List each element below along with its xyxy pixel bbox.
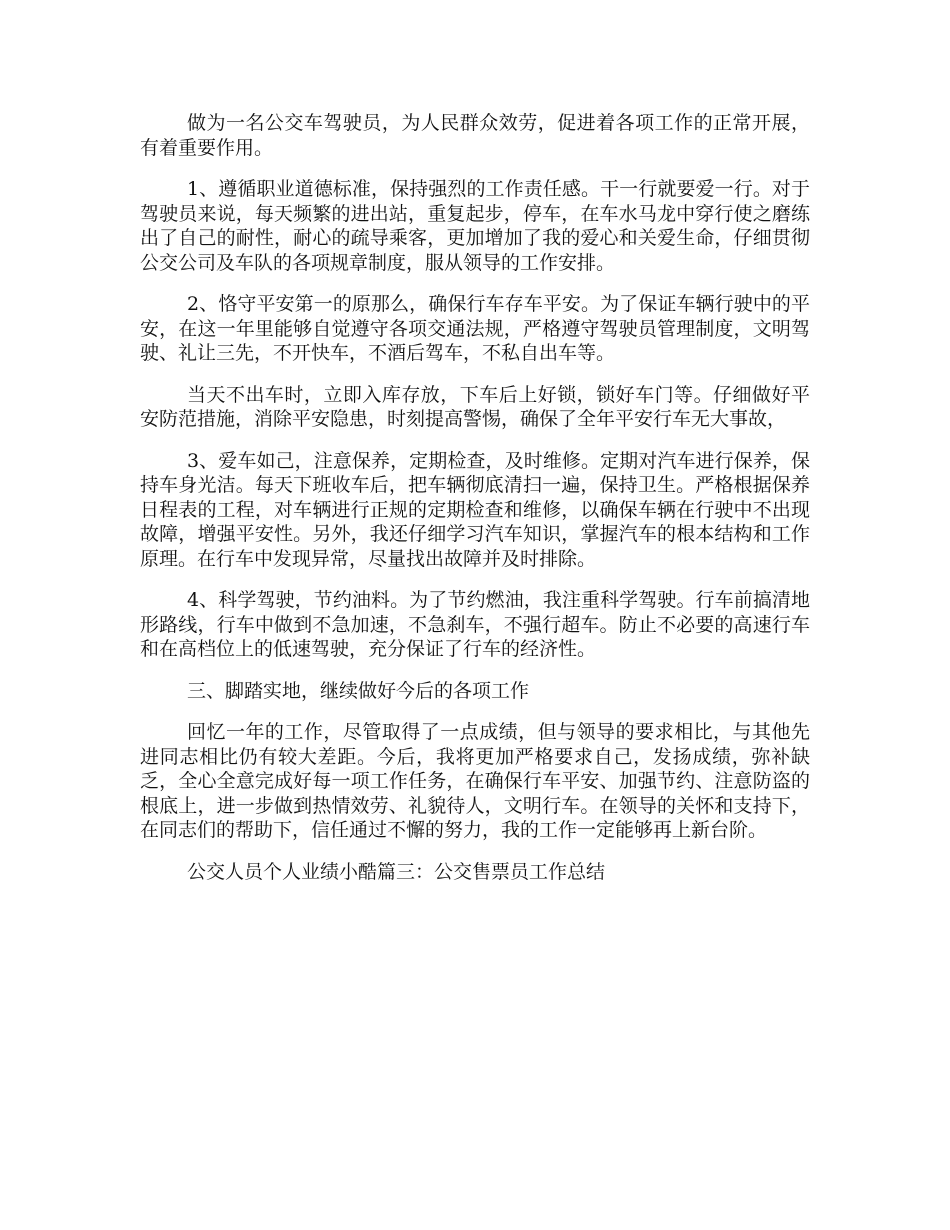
paragraph-review: 回忆一年的工作，尽管取得了一点成绩，但与领导的要求相比，与其他先进同志相比仍有较大差距。今后，我将更加严格要求自己，发扬成绩，弥补缺乏，全心全意完成好每一项工作任务，在确保行车平安、加强节约、注意防盗的根底上，进一步做到热情效劳、礼貌待人，文明行车。在领导的关怀和支持下，在同志们的帮助下，信任通过不懈的努力，我的工作一定能够再上新台阶。 xyxy=(140,721,810,841)
paragraph-point-1: 1、遵循职业道德标准，保持强烈的工作责任感。干一行就要爱一行。对于驾驶员来说，每天频繁的进出站，重复起步，停车，在车水马龙中穿行使之磨练出了自己的耐性，耐心的疏导乘客，更加增加了我的爱心和关爱生命，仔细贯彻公交公司及车队的各项规章制度，服从领导的工作安排。 xyxy=(140,178,810,274)
paragraph-point-4: 4、科学驾驶，节约油料。为了节约燃油，我注重科学驾驶。行车前搞清地形路线，行车中做到不急加速，不急刹车，不强行超车。防止不必要的高速行车和在高档位上的低速驾驶，充分保证了行车的经济性。 xyxy=(140,589,810,660)
paragraph-point-3: 3、爱车如己，注意保养，定期检查，及时维修。定期对汽车进行保养，保持车身光洁。每天下班收车后，把车辆彻底清扫一遍，保持卫生。严格根据保养日程表的工程，对车辆进行正规的定期检查和维修，以确保车辆在行驶中不出现故障，增强平安性。另外，我还仔细学习汽车知识，掌握汽车的根本结构和工作原理。在行车中发现异常，尽量找出故障并及时排除。 xyxy=(140,449,810,570)
paragraph-point-2: 2、恪守平安第一的原那么，确保行车存车平安。为了保证车辆行驶中的平安，在这一年里能够自觉遵守各项交通法规，严格遵守驾驶员管理制度，文明驾驶、礼让三先，不开快车，不酒后驾车，不私自出车等。 xyxy=(140,293,810,364)
section-heading-three: 三、脚踏实地，继续做好今后的各项工作 xyxy=(187,679,530,702)
document-page xyxy=(140,111,810,901)
paragraph-point-2-continued: 当天不出车时，立即入库存放，下车后上好锁，锁好车门等。仔细做好平安防范措施，消除平安隐患，时刻提高警惕，确保了全年平安行车无大事故， xyxy=(140,383,810,430)
next-article-title: 公交人员个人业绩小酷篇三：公交售票员工作总结 xyxy=(187,860,606,883)
paragraph-intro: 做为一名公交车驾驶员，为人民群众效劳，促进着各项工作的正常开展，有着重要作用。 xyxy=(140,112,810,159)
